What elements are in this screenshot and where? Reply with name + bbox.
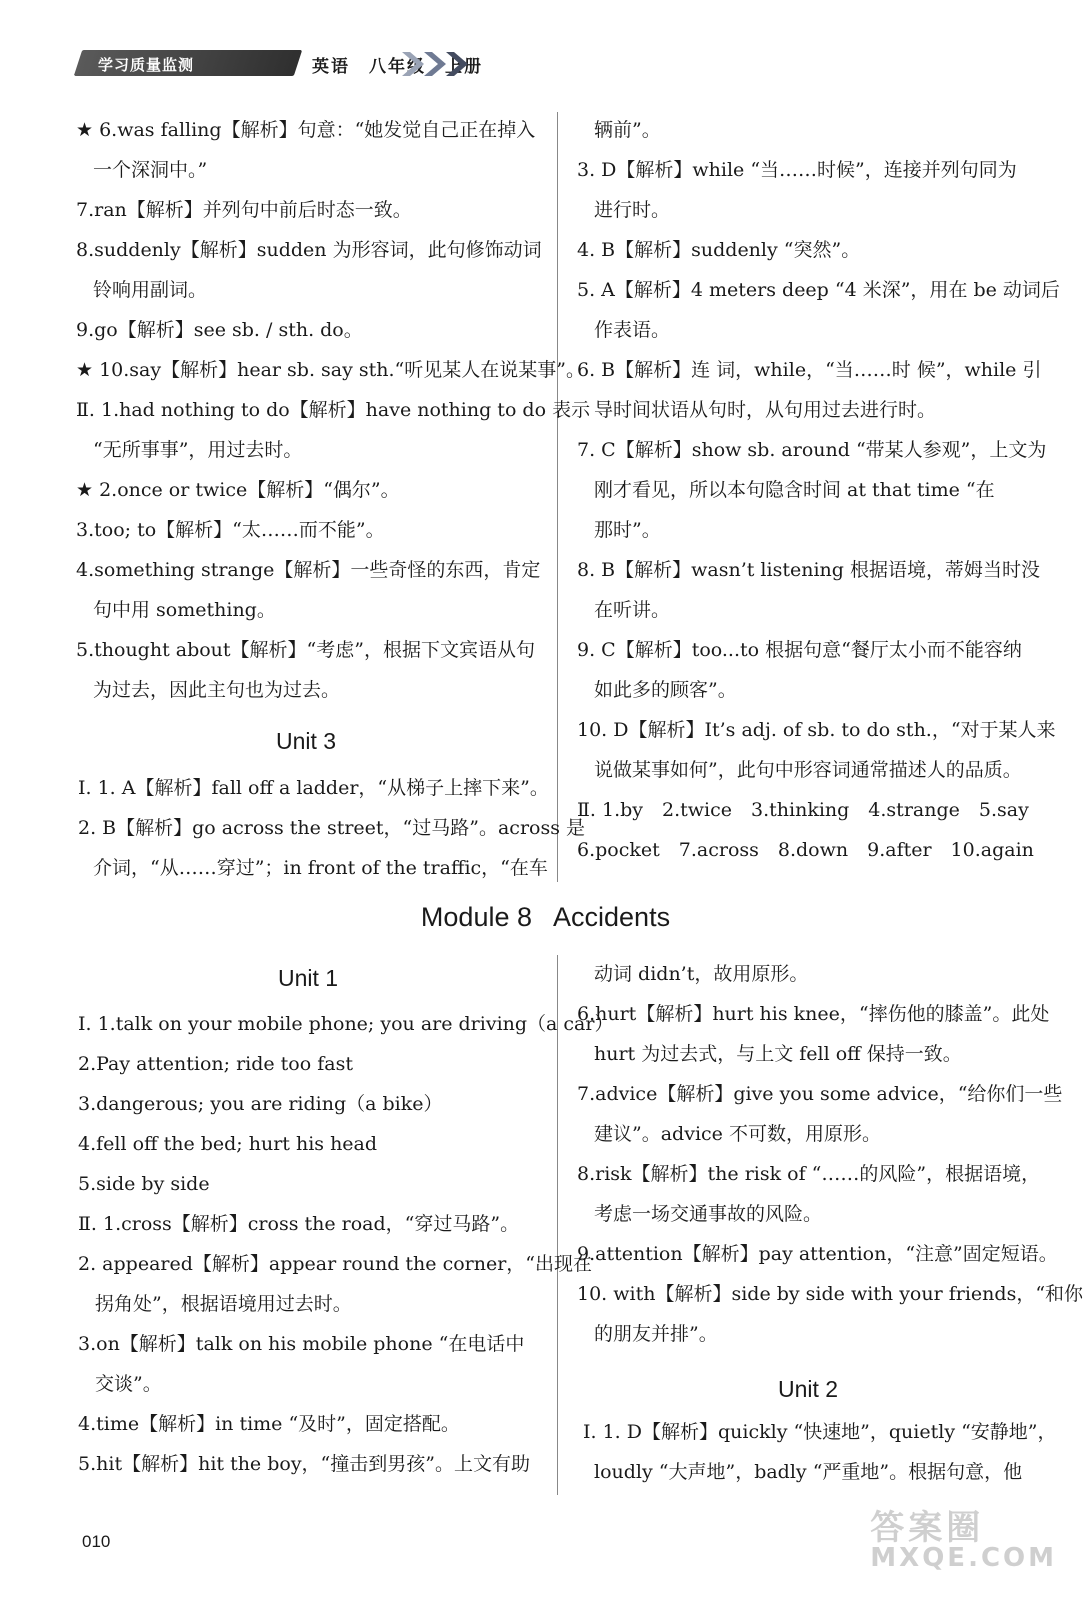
book-info: 英语 八年级 上册 bbox=[312, 57, 483, 77]
answer-line: 辆前”。 bbox=[594, 119, 661, 141]
unit-3-heading: Unit 3 bbox=[276, 728, 337, 754]
answer-line: 的朋友并排”。 bbox=[594, 1323, 718, 1345]
answer-line: 5.hit【解析】hit the boy，“撞击到男孩”。上文有助 bbox=[78, 1453, 530, 1475]
answer-line: 8. B【解析】wasn’t listening 根据语境，蒂姆当时没 bbox=[577, 559, 1040, 581]
answer-line: 拐角处”，根据语境用过去时。 bbox=[95, 1293, 352, 1315]
answer-line: 4.time【解析】in time “及时”，固定搭配。 bbox=[78, 1413, 460, 1435]
answer-line: 建议”。advice 不可数，用原形。 bbox=[594, 1123, 881, 1145]
unit-2-heading: Unit 2 bbox=[778, 1376, 839, 1402]
brand-text: 学习质量监测 bbox=[98, 56, 195, 74]
answer-line: Ⅰ. 1.talk on your mobile phone; you are driving（a car） bbox=[78, 1013, 614, 1035]
answer-line: “无所事事”，用过去时。 bbox=[93, 439, 303, 461]
answer-line: 交谈”。 bbox=[95, 1373, 162, 1395]
answer-line: 3.too; to【解析】“太……而不能”。 bbox=[76, 519, 385, 541]
answer-line: 4.something strange【解析】一些奇怪的东西，肯定 bbox=[76, 559, 541, 581]
answer-line: 5.thought about【解析】“考虑”，根据下文宾语从句 bbox=[76, 639, 535, 661]
answer-line: Ⅰ. 1. D【解析】quickly “快速地”，quietly “安静地”， bbox=[583, 1421, 1057, 1443]
answer-line: 一个深洞中。” bbox=[93, 159, 208, 181]
page-header bbox=[72, 44, 492, 84]
answer-line: 为过去，因此主句也为过去。 bbox=[93, 679, 341, 701]
answer-line: Ⅱ. 1.had nothing to do【解析】have nothing to do 表示 bbox=[76, 399, 591, 421]
answer-line: 刚才看见，所以本句隐含时间 at that time “在 bbox=[594, 479, 995, 501]
answer-line: ★ 2.once or twice【解析】“偶尔”。 bbox=[76, 479, 400, 501]
answer-line: 3.on【解析】talk on his mobile phone “在电话中 bbox=[78, 1333, 525, 1355]
answer-line: 说做某事如何”，此句中形容词通常描述人的品质。 bbox=[594, 759, 1022, 781]
chevron-decoration-icon bbox=[402, 50, 492, 78]
answer-line: 2. B【解析】go across the street，“过马路”。across 是 bbox=[78, 817, 586, 839]
answer-line: 2.Pay attention; ride too fast bbox=[78, 1053, 353, 1075]
answer-line: 4. B【解析】suddenly “突然”。 bbox=[577, 239, 861, 261]
answer-line: 句中用 something。 bbox=[93, 599, 276, 621]
answer-line: 6.hurt【解析】hurt his knee，“摔伤他的膝盖”。此处 bbox=[577, 1003, 1050, 1025]
answer-line: 进行时。 bbox=[594, 199, 671, 221]
answer-line: 3. D【解析】while “当……时候”，连接并列句同为 bbox=[577, 159, 1017, 181]
answer-line: Ⅰ. 1. A【解析】fall off a ladder，“从梯子上摔下来”。 bbox=[78, 777, 549, 799]
answer-line: 10. D【解析】It’s adj. of sb. to do sth.，“对于某人来 bbox=[577, 719, 1056, 741]
answer-line: 9.attention【解析】pay attention，“注意”固定短语。 bbox=[577, 1243, 1058, 1265]
answer-line: 介词，“从……穿过”；in front of the traffic，“在车 bbox=[93, 857, 548, 879]
answer-line: ★ 10.say【解析】hear sb. say sth.“听见某人在说某事”。 bbox=[76, 359, 585, 381]
answer-line: 7.advice【解析】give you some advice，“给你们一些 bbox=[577, 1083, 1063, 1105]
answer-line: 导时间状语从句时，从句用过去进行时。 bbox=[594, 399, 937, 421]
answer-line: 9. C【解析】too...to 根据句意“餐厅太小而不能容纳 bbox=[577, 639, 1022, 661]
answer-line: 9.go【解析】see sb. / sth. do。 bbox=[76, 319, 363, 341]
watermark-logo: 答案圈 MXQE.COM bbox=[870, 1508, 1057, 1573]
column-divider-top bbox=[557, 112, 558, 882]
answer-line: 3.dangerous; you are riding（a bike） bbox=[78, 1093, 443, 1115]
answer-line: 8.suddenly【解析】sudden 为形容词，此句修饰动词 bbox=[76, 239, 542, 261]
answer-line: 6.pocket 7.across 8.down 9.after 10.again bbox=[577, 839, 1034, 861]
page-number: 010 bbox=[82, 1532, 111, 1551]
answer-line: 6. B【解析】连 词，while，“当……时 候”，while 引 bbox=[577, 359, 1042, 381]
answer-line: 那时”。 bbox=[594, 519, 661, 541]
answer-line: Ⅱ. 1.by 2.twice 3.thinking 4.strange 5.say bbox=[577, 799, 1029, 821]
answer-line: 考虑一场交通事故的风险。 bbox=[594, 1203, 823, 1225]
answer-line: 8.risk【解析】the risk of “……的风险”，根据语境， bbox=[577, 1163, 1041, 1185]
answer-line: loudly “大声地”，badly “严重地”。根据句意，他 bbox=[594, 1461, 1023, 1483]
answer-line: 5. A【解析】4 meters deep “4 米深”，用在 be 动词后 bbox=[577, 279, 1060, 301]
answer-line: 10. with【解析】side by side with your friends，“和你 bbox=[577, 1283, 1084, 1305]
answer-line: 作表语。 bbox=[594, 319, 671, 341]
answer-line: 如此多的顾客”。 bbox=[594, 679, 737, 701]
answer-line: 动词 didn’t，故用原形。 bbox=[594, 963, 809, 985]
unit-1-heading: Unit 1 bbox=[278, 965, 339, 991]
answer-line: 2. appeared【解析】appear round the corner，“出现在 bbox=[78, 1253, 593, 1275]
answer-line: 铃响用副词。 bbox=[93, 279, 208, 301]
answer-line: 4.fell off the bed; hurt his head bbox=[78, 1133, 378, 1155]
answer-line: 5.side by side bbox=[78, 1173, 210, 1195]
answer-line: Ⅱ. 1.cross【解析】cross the road，“穿过马路”。 bbox=[78, 1213, 520, 1235]
answer-line: 7.ran【解析】并列句中前后时态一致。 bbox=[76, 199, 412, 221]
answer-line: hurt 为过去式，与上文 fell off 保持一致。 bbox=[594, 1043, 962, 1065]
answer-line: ★ 6.was falling【解析】句意：“她发觉自己正在掉入 bbox=[76, 119, 536, 141]
answer-line: 7. C【解析】show sb. around “带某人参观”，上文为 bbox=[577, 439, 1047, 461]
answer-line: 在听讲。 bbox=[594, 599, 671, 621]
module-title: Module 8 Accidents bbox=[420, 902, 671, 932]
